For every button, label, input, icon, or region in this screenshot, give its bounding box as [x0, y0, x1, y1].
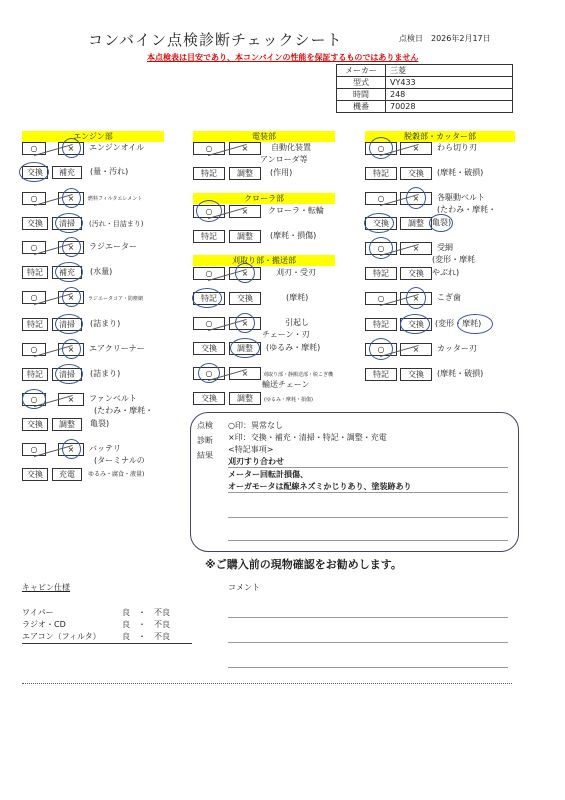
ng-box[interactable]: × [58, 291, 84, 304]
item-note: 亀裂) [432, 218, 452, 227]
check-circle [62, 138, 81, 158]
item-name: 引起し [285, 318, 309, 327]
action-box[interactable]: 調整 [229, 167, 261, 180]
ng-box[interactable]: × [229, 205, 261, 218]
info-key: 型式 [337, 77, 386, 89]
rule-line [228, 492, 508, 493]
item-name: 自動化装置 [271, 143, 311, 152]
check-circle [406, 287, 426, 309]
ok-box[interactable]: ○ [22, 241, 46, 254]
item-name: 刈取り部・静搬送部・脱こぎ機 [263, 372, 334, 378]
date-label: 点検日 [399, 34, 423, 43]
action-box[interactable]: 清掃 [52, 217, 82, 230]
action-box[interactable]: 交換 [229, 292, 261, 305]
action-box[interactable]: 特記 [365, 267, 397, 280]
cabin-value[interactable]: 良 ・ 不良 [122, 608, 170, 617]
item-note: (摩耗・破損) [437, 369, 484, 378]
action-box[interactable]: 特記 [193, 167, 225, 180]
item-note: (変形・摩耗) [435, 319, 482, 328]
check-circle [62, 237, 81, 257]
item-name: (変形・摩耗 [432, 255, 476, 264]
note-line: メーター回転計損傷、 [228, 470, 308, 479]
info-key: 時間 [337, 89, 386, 101]
legend-ng: ×印：交換・補充・清掃・特記・調整・充電 [228, 433, 387, 442]
check-circle [62, 439, 81, 459]
section-crawler: クローラ部 [193, 193, 335, 204]
item-name: エンジンオイル [89, 143, 145, 152]
ng-box[interactable]: × [400, 292, 432, 305]
check-circle [400, 314, 430, 334]
result-side-label: 点検 [197, 421, 213, 430]
ok-box[interactable]: ○ [365, 343, 397, 356]
item-name: ラジエータコア・防塵網 [88, 296, 144, 302]
action-box[interactable]: 交換 [400, 167, 432, 180]
action-box[interactable]: 調整 [229, 392, 261, 405]
purchase-note: ※ご購入前の現物確認をお勧めします。 [205, 558, 402, 571]
warning-text: 本点検表は目安であり、本コンバインの性能を保証するものではありません [147, 53, 419, 62]
item-note: (摩耗・損傷) [270, 231, 317, 240]
item-name: 輸送チェーン [262, 380, 310, 389]
rule-line [228, 517, 508, 518]
item-name: エアクリーナー [89, 344, 145, 353]
check-circle [55, 364, 83, 384]
ok-box[interactable]: ○ [365, 142, 397, 155]
action-box[interactable]: 交換 [22, 166, 48, 179]
item-name: わら切り刃 [437, 143, 477, 152]
action-box[interactable]: 特記 [22, 368, 48, 381]
cabin-rule [22, 643, 192, 644]
action-box[interactable]: 調整 [400, 217, 432, 230]
ok-box[interactable]: ○ [193, 317, 225, 330]
cabin-item: ラジオ・CD [22, 620, 66, 629]
info-key: 機番 [337, 101, 386, 113]
ng-box[interactable]: × [58, 393, 84, 406]
check-circle [235, 313, 255, 333]
comment-line [228, 642, 508, 643]
ng-box[interactable]: × [400, 192, 432, 205]
item-name: アンローダ等 [260, 155, 308, 164]
action-box[interactable]: 特記 [22, 266, 48, 279]
comment-line [228, 667, 508, 668]
ok-box[interactable]: ○ [22, 291, 46, 304]
action-box[interactable]: 交換 [22, 217, 48, 230]
item-note: ゆるみ・腐食・液量) [88, 471, 145, 478]
info-value: 248 [386, 89, 513, 101]
check-circle [429, 214, 453, 232]
info-value: 三菱 [386, 65, 513, 77]
action-box[interactable]: 調整 [52, 418, 82, 431]
note-line: 刈刃すり合わせ [228, 457, 284, 466]
item-note: 亀裂) [90, 419, 110, 428]
check-circle [62, 188, 81, 208]
check-circle [230, 338, 260, 358]
ok-box[interactable]: ○ [365, 242, 397, 255]
item-name: 受網 [437, 243, 453, 252]
note-line: オーガモータは配線ネズミかじりあり、塗装跡あり [228, 482, 412, 491]
ok-box[interactable]: ○ [193, 367, 225, 380]
cabin-item: ワイパー [22, 608, 54, 617]
action-box[interactable]: 清掃 [52, 318, 82, 331]
ok-box[interactable]: ○ [22, 142, 46, 155]
action-box[interactable]: 交換 [193, 392, 225, 405]
action-box[interactable]: 清掃 [52, 368, 82, 381]
machine-info-table [336, 64, 513, 113]
check-circle [55, 213, 83, 233]
ng-box[interactable]: × [400, 343, 432, 356]
action-box[interactable]: 補充 [52, 166, 82, 179]
ng-box[interactable]: × [229, 367, 261, 380]
item-note: (ゆるみ・摩耗・損傷) [264, 397, 313, 403]
item-name: カッター刃 [437, 344, 477, 353]
item-name: バッテリ [89, 444, 121, 453]
rule-line [228, 467, 508, 468]
check-circle [55, 262, 83, 282]
ng-box[interactable]: × [58, 343, 84, 356]
notes-heading: <特記事項> [228, 445, 274, 454]
check-circle [406, 187, 426, 209]
ng-box[interactable]: × [229, 142, 261, 155]
result-side-label: 結果 [197, 451, 213, 460]
ng-box[interactable]: × [58, 192, 84, 205]
action-box[interactable]: 特記 [22, 318, 48, 331]
check-circle [457, 314, 493, 334]
ok-box[interactable]: ○ [365, 192, 397, 205]
item-note: (詰まり) [90, 319, 121, 328]
item-name: 刈刃・受刃 [276, 268, 316, 277]
action-box[interactable]: 交換 [365, 217, 397, 230]
section-threshing: 脱穀部・カッター部 [365, 131, 515, 142]
item-name: こぎ歯 [437, 293, 461, 302]
item-note: (摩耗・破損) [437, 168, 484, 177]
info-key: メーカー [337, 65, 386, 77]
item-name: (たわみ・摩耗・ [437, 205, 497, 214]
comment-label: コメント [228, 583, 260, 592]
action-box[interactable]: 特記 [365, 368, 397, 381]
section-engine: エンジン部 [22, 131, 164, 142]
action-box[interactable]: 特記 [193, 292, 225, 305]
item-name: 各駆動ベルト [437, 193, 485, 202]
action-box[interactable]: 交換 [400, 368, 432, 381]
action-box[interactable]: 特記 [365, 318, 397, 331]
date-value: 2026年2月17日 [431, 34, 491, 43]
ok-box[interactable]: ○ [22, 443, 46, 456]
check-circle [62, 339, 81, 359]
section-reaping: 刈取り部・搬送部 [193, 255, 335, 266]
item-note: (汚れ・目詰まり) [89, 220, 144, 228]
action-box[interactable]: 充電 [52, 468, 82, 481]
item-note: (摩耗) [286, 293, 309, 302]
item-note: (詰まり) [90, 369, 121, 378]
legend-ok: ○印：異常なし [228, 421, 283, 430]
check-circle [62, 287, 81, 307]
check-circle [19, 162, 49, 182]
check-circle [192, 288, 222, 308]
ok-box[interactable]: ○ [22, 192, 46, 205]
item-note: (ゆるみ・摩耗) [266, 343, 321, 352]
ng-box[interactable]: × [58, 443, 84, 456]
ng-box[interactable]: × [229, 267, 261, 280]
item-name: ラジエーター [89, 242, 137, 251]
item-note: やぶれ) [432, 268, 460, 277]
ok-box[interactable]: ○ [193, 142, 225, 155]
result-side-label: 診断 [197, 436, 213, 445]
ng-box[interactable]: × [400, 242, 432, 255]
ok-box[interactable]: ○ [193, 205, 225, 218]
ng-box[interactable]: × [58, 142, 84, 155]
item-name: ファンベルト [89, 394, 137, 403]
cabin-value[interactable]: 良 ・ 不良 [122, 632, 170, 641]
action-box[interactable]: 特記 [193, 230, 225, 243]
item-name: (ターミナルの [94, 456, 145, 465]
check-circle [235, 263, 255, 283]
cut-line [22, 683, 512, 684]
rule-line [228, 540, 508, 541]
ng-box[interactable]: × [229, 317, 261, 330]
cabin-title: キャビン仕様 [22, 583, 70, 592]
section-electric: 電装部 [193, 131, 335, 142]
ok-box[interactable]: ○ [22, 343, 46, 356]
ng-box[interactable]: × [400, 142, 432, 155]
item-note: (作用) [270, 168, 293, 177]
action-box[interactable]: 交換 [400, 267, 432, 280]
page-title: コンバイン点検診断チェックシート [88, 31, 343, 49]
item-name: クローラ・転輪 [268, 206, 324, 215]
info-value: 70028 [386, 101, 513, 113]
action-box[interactable]: 交換 [22, 418, 48, 431]
check-circle [55, 314, 83, 334]
item-note: (水量) [90, 267, 113, 276]
item-note: (たわみ・摩耗・ [94, 406, 154, 415]
inspection-date [399, 33, 491, 44]
action-box[interactable]: 交換 [22, 468, 48, 481]
ok-box[interactable]: ○ [22, 393, 46, 406]
action-box[interactable]: 補充 [52, 266, 82, 279]
action-box[interactable]: 交換 [193, 342, 225, 355]
ok-box[interactable]: ○ [193, 267, 225, 280]
check-circle [364, 213, 394, 233]
item-name: チェーン・刃 [262, 330, 310, 339]
ok-box[interactable]: ○ [365, 292, 397, 305]
item-name: 燃料フィルタエレメント [88, 196, 143, 202]
action-box[interactable]: 調整 [229, 342, 261, 355]
comment-line [228, 617, 508, 618]
cabin-value[interactable]: 良 ・ 不良 [122, 620, 170, 629]
action-box[interactable]: 調整 [229, 230, 261, 243]
action-box[interactable]: 交換 [400, 318, 432, 331]
action-box[interactable]: 特記 [365, 167, 397, 180]
item-note: (量・汚れ) [90, 167, 129, 176]
info-value: VY433 [386, 77, 513, 89]
cabin-item: エアコン（フィルタ） [22, 632, 101, 641]
ng-box[interactable]: × [58, 241, 84, 254]
